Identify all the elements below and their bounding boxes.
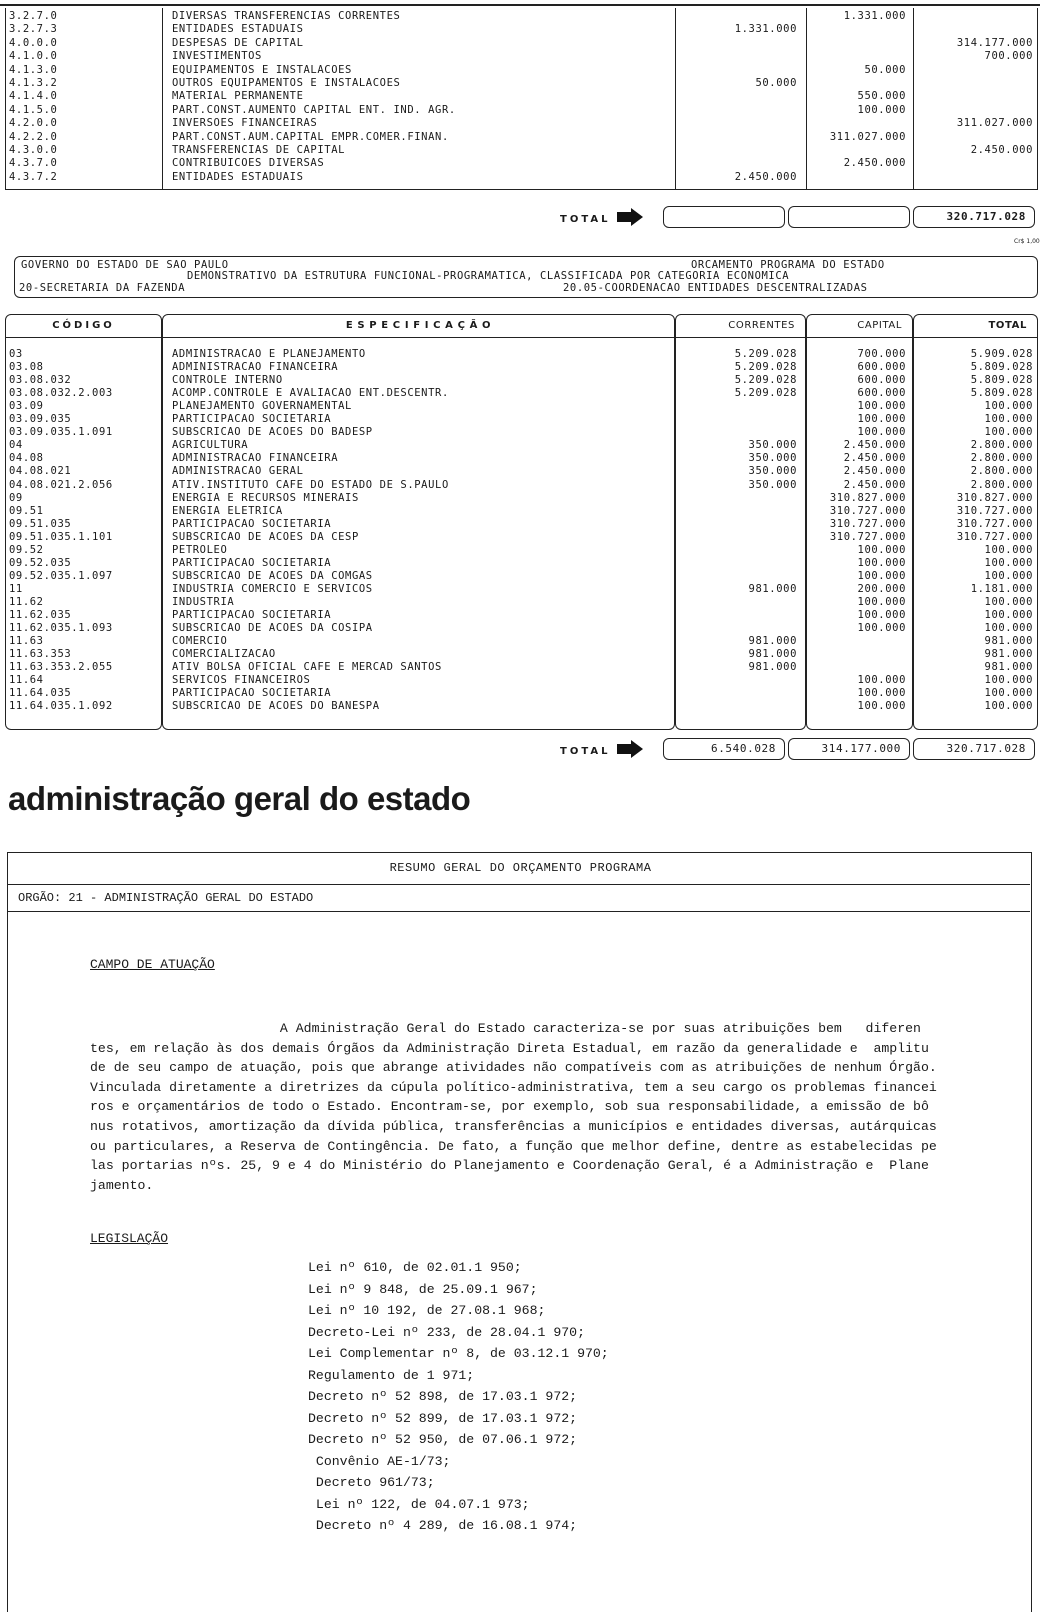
row-code: 03.09.035.1.091 bbox=[9, 426, 113, 439]
row-capital: 100.000 bbox=[857, 609, 906, 621]
divider bbox=[8, 911, 1030, 912]
row-specification: ENTIDADES ESTADUAIS bbox=[172, 23, 304, 36]
row-capital: 100.000 bbox=[857, 413, 906, 426]
program-title: ORCAMENTO PROGRAMA DO ESTADO bbox=[691, 259, 885, 271]
table-row bbox=[0, 492, 1040, 505]
row-total: 100.000 bbox=[984, 622, 1033, 635]
row-code: 04.08.021.2.056 bbox=[9, 478, 113, 491]
row-code: 4.2.0.0 bbox=[9, 117, 58, 130]
row-total: 2.800.000 bbox=[970, 452, 1033, 465]
row-code: 4.1.3.0 bbox=[9, 63, 58, 76]
row-code: 4.3.7.0 bbox=[9, 157, 58, 170]
legislation-list bbox=[308, 1257, 609, 1537]
row-capital: 310.827.000 bbox=[829, 491, 906, 504]
row-capital: 100.000 bbox=[857, 426, 906, 439]
table-row bbox=[0, 10, 1040, 23]
row-specification: PARTICIPACAO SOCIETARIA bbox=[172, 517, 332, 530]
grand-total-total: 320.717.028 bbox=[913, 738, 1035, 760]
row-value: 1.331.000 bbox=[734, 23, 797, 36]
row-value: 100.000 bbox=[857, 103, 906, 116]
row-specification: SUBSCRICAO DE ACOES DA COSIPA bbox=[172, 622, 373, 635]
table-row bbox=[0, 674, 1040, 687]
row-correntes: 981.000 bbox=[748, 635, 797, 648]
row-code: 04.08.021 bbox=[9, 465, 72, 478]
column-header-total: TOTAL bbox=[913, 314, 1038, 338]
row-correntes: 5.209.028 bbox=[734, 361, 797, 374]
grand-total-correntes: 6.540.028 bbox=[663, 738, 785, 760]
row-total: 100.000 bbox=[984, 569, 1033, 582]
table-row bbox=[0, 171, 1040, 184]
table-row bbox=[0, 400, 1040, 413]
row-capital: 100.000 bbox=[857, 400, 906, 413]
row-code: 4.1.0.0 bbox=[9, 50, 58, 63]
row-code: 11.62.035.1.093 bbox=[9, 622, 113, 635]
paragraph-line: A Administração Geral do Estado caracteriza-se por suas atribuições bem diferen bbox=[90, 1021, 921, 1036]
row-code: 04.08 bbox=[9, 452, 44, 465]
row-correntes: 350.000 bbox=[748, 465, 797, 478]
row-specification: INDUSTRIA bbox=[172, 595, 235, 608]
row-code: 11.62.035 bbox=[9, 609, 72, 621]
row-specification: CONTROLE INTERNO bbox=[172, 374, 283, 387]
legislation-item: Lei Complementar nº 8, de 03.12.1 970; bbox=[308, 1346, 609, 1361]
row-capital: 100.000 bbox=[857, 687, 906, 700]
row-capital: 100.000 bbox=[857, 674, 906, 687]
row-capital: 310.727.000 bbox=[829, 504, 906, 517]
row-specification: ENERGIA E RECURSOS MINERAIS bbox=[172, 491, 359, 504]
row-specification: SUBSCRICAO DE ACOES DO BANESPA bbox=[172, 700, 380, 713]
row-specification: COMERCIO bbox=[172, 635, 228, 648]
table-row bbox=[0, 531, 1040, 544]
table-row bbox=[0, 609, 1040, 622]
table-row bbox=[0, 583, 1040, 596]
row-correntes: 350.000 bbox=[748, 478, 797, 491]
row-specification: OUTROS EQUIPAMENTOS E INSTALACOES bbox=[172, 77, 401, 89]
row-specification: ATIV.INSTITUTO CAFE DO ESTADO DE S.PAULO bbox=[172, 478, 449, 491]
row-capital: 600.000 bbox=[857, 361, 906, 374]
campo-heading: CAMPO DE ATUAÇÃO bbox=[90, 957, 215, 972]
legislation-item: Lei nº 9 848, de 25.09.1 967; bbox=[308, 1281, 538, 1297]
row-specification: INVERSOES FINANCEIRAS bbox=[172, 117, 318, 130]
row-specification: PARTICIPACAO SOCIETARIA bbox=[172, 687, 332, 700]
government-label: GOVERNO DO ESTADO DE SAO PAULO bbox=[21, 259, 229, 271]
arrow-right-icon bbox=[617, 208, 643, 226]
row-code: 11.63.353.2.055 bbox=[9, 661, 113, 674]
report-subtitle: DEMONSTRATIVO DA ESTRUTURA FUNCIONAL-PROGRAMATICA, CLASSIFICADA POR CATEGORIA ECONOMICA bbox=[187, 270, 790, 282]
table-row bbox=[0, 452, 1040, 465]
row-capital: 600.000 bbox=[857, 374, 906, 387]
paragraph-line: Vinculada diretamente a diretrizes da cúpula político-administrativa, tem a seu cargo os problemas financei bbox=[90, 1079, 937, 1095]
row-code: 04 bbox=[9, 439, 23, 452]
legislation-item: Decreto nº 52 950, de 07.06.1 972; bbox=[308, 1432, 578, 1447]
summary-title: RESUMO GERAL DO ORÇAMENTO PROGRAMA bbox=[389, 861, 652, 875]
table-row bbox=[0, 426, 1040, 439]
row-code: 09.52.035 bbox=[9, 556, 72, 569]
paragraph-line: jamento. bbox=[90, 1177, 154, 1193]
currency-unit: Cr$ 1,00 bbox=[1014, 238, 1040, 245]
legislation-item: Decreto nº 52 899, de 17.03.1 972; bbox=[308, 1410, 578, 1426]
row-capital: 600.000 bbox=[857, 387, 906, 400]
functional-programmatic-table bbox=[0, 314, 1040, 724]
row-correntes: 350.000 bbox=[748, 452, 797, 465]
row-total: 100.000 bbox=[984, 700, 1033, 713]
row-total: 310.727.000 bbox=[956, 530, 1033, 543]
row-specification: PLANEJAMENTO GOVERNAMENTAL bbox=[172, 400, 352, 413]
department-label: 20-SECRETARIA DA FAZENDA bbox=[19, 282, 186, 294]
row-total: 5.809.028 bbox=[970, 374, 1033, 387]
table-row bbox=[0, 23, 1040, 36]
legislation-item: Decreto nº 52 898, de 17.03.1 972; bbox=[308, 1389, 578, 1404]
legislation-item: Decreto-Lei nº 233, de 28.04.1 970; bbox=[308, 1324, 585, 1340]
table-row bbox=[0, 50, 1040, 63]
row-specification: SUBSCRICAO DE ACOES DA CESP bbox=[172, 530, 359, 543]
row-code: 4.1.3.2 bbox=[9, 77, 58, 89]
row-total: 310.727.000 bbox=[956, 504, 1033, 517]
row-value: 50.000 bbox=[755, 77, 797, 89]
divider bbox=[8, 884, 1030, 885]
row-specification: ADMINISTRACAO FINANCEIRA bbox=[172, 361, 339, 374]
row-code: 11.64.035.1.092 bbox=[9, 700, 113, 713]
row-code: 03.08.032 bbox=[9, 374, 72, 387]
row-code: 11 bbox=[9, 582, 23, 595]
row-total: 100.000 bbox=[984, 595, 1033, 608]
row-code: 3.2.7.3 bbox=[9, 23, 58, 36]
legislation-item: Decreto nº 4 289, de 16.08.1 974; bbox=[308, 1518, 578, 1533]
paragraph-line: ou particulares, a Reserva de Contingência. De fato, a função que melhor define, dentre as estabelecidas pe bbox=[90, 1138, 937, 1154]
row-total: 1.181.000 bbox=[970, 582, 1033, 595]
table-row bbox=[0, 439, 1040, 452]
table-row bbox=[0, 387, 1040, 400]
column-header-codigo: CÓDIGO bbox=[5, 314, 162, 338]
continuation-table bbox=[0, 0, 1040, 190]
row-specification: SUBSCRICAO DE ACOES DA COMGAS bbox=[172, 569, 373, 582]
row-specification: PARTICIPACAO SOCIETARIA bbox=[172, 609, 332, 621]
row-specification: MATERIAL PERMANENTE bbox=[172, 90, 304, 103]
row-capital: 2.450.000 bbox=[843, 452, 906, 465]
table-top-rule bbox=[0, 4, 1040, 6]
paragraph-line: ros e orçamentários de todo o Estado. Encontram-se, por exemplo, sob sua responsabilidade, a emissão de bô bbox=[90, 1099, 929, 1115]
row-code: 3.2.7.0 bbox=[9, 10, 58, 22]
row-specification: PETROLEO bbox=[172, 543, 228, 556]
paragraph-line: de de seu campo de atuação, pois que abrange atividades não compatíveis com as atribuições de nenhum Órgão. bbox=[90, 1060, 937, 1076]
row-total: 100.000 bbox=[984, 687, 1033, 700]
row-total: 981.000 bbox=[984, 648, 1033, 661]
row-total: 5.809.028 bbox=[970, 387, 1033, 400]
row-specification: EQUIPAMENTOS E INSTALACOES bbox=[172, 63, 352, 76]
row-value: 2.450.000 bbox=[843, 157, 906, 170]
table-row bbox=[0, 77, 1040, 90]
row-code: 09 bbox=[9, 491, 23, 504]
table-row bbox=[0, 37, 1040, 50]
row-capital: 2.450.000 bbox=[843, 465, 906, 478]
table-bottom-rule bbox=[5, 189, 1038, 190]
table-row bbox=[0, 648, 1040, 661]
table-row bbox=[0, 661, 1040, 674]
row-specification: INVESTIMENTOS bbox=[172, 50, 262, 63]
campo-paragraph bbox=[90, 1019, 1030, 1195]
table-row bbox=[0, 596, 1040, 609]
table-row bbox=[0, 144, 1040, 157]
grand-total-label: TOTAL bbox=[560, 746, 611, 757]
row-total: 5.909.028 bbox=[970, 348, 1033, 360]
row-code: 09.51.035.1.101 bbox=[9, 530, 113, 543]
row-total: 2.800.000 bbox=[970, 478, 1033, 491]
row-total: 2.800.000 bbox=[970, 465, 1033, 478]
row-code: 03.09 bbox=[9, 400, 44, 413]
row-code: 09.52 bbox=[9, 543, 44, 556]
row-specification: DESPESAS DE CAPITAL bbox=[172, 36, 304, 49]
row-total: 100.000 bbox=[984, 426, 1033, 439]
legislation-item: Lei nº 610, de 02.01.1 950; bbox=[308, 1260, 522, 1275]
table-row bbox=[0, 465, 1040, 478]
row-specification: PART.CONST.AUM.CAPITAL EMPR.COMER.FINAN. bbox=[172, 130, 449, 143]
row-capital: 310.727.000 bbox=[829, 517, 906, 530]
row-code: 11.62 bbox=[9, 595, 44, 608]
row-total: 5.809.028 bbox=[970, 361, 1033, 374]
column-header-correntes: CORRENTES bbox=[675, 314, 806, 338]
legislation-item: Regulamento de 1 971; bbox=[308, 1367, 475, 1383]
arrow-right-icon bbox=[617, 740, 643, 758]
row-specification: PARTICIPACAO SOCIETARIA bbox=[172, 413, 332, 426]
row-code: 11.63.353 bbox=[9, 648, 72, 661]
row-code: 4.3.7.2 bbox=[9, 170, 58, 183]
row-capital: 700.000 bbox=[857, 348, 906, 360]
section-title: administração geral do estado bbox=[8, 780, 471, 817]
row-code: 4.3.0.0 bbox=[9, 144, 58, 156]
row-specification: SERVICOS FINANCEIROS bbox=[172, 674, 311, 687]
table-row bbox=[0, 544, 1040, 557]
row-code: 4.2.2.0 bbox=[9, 130, 58, 143]
row-code: 09.51.035 bbox=[9, 517, 72, 530]
grand-total-capital: 314.177.000 bbox=[788, 738, 910, 760]
column-header-especificacao: E S P E C I F I C A Ç Ã O bbox=[162, 314, 675, 338]
row-total: 2.800.000 bbox=[970, 439, 1033, 452]
row-specification: ACOMP.CONTROLE E AVALIACAO ENT.DESCENTR. bbox=[172, 387, 449, 400]
row-value: 550.000 bbox=[857, 90, 906, 103]
table-row bbox=[0, 622, 1040, 635]
row-correntes: 5.209.028 bbox=[734, 348, 797, 360]
row-value: 2.450.000 bbox=[970, 144, 1033, 156]
row-capital: 200.000 bbox=[857, 582, 906, 595]
row-total: 100.000 bbox=[984, 413, 1033, 426]
row-total: 981.000 bbox=[984, 661, 1033, 674]
total-total-box: 320.717.028 bbox=[913, 206, 1035, 228]
table-row bbox=[0, 348, 1040, 361]
row-capital: 100.000 bbox=[857, 556, 906, 569]
row-specification: INDUSTRIA COMERCIO E SERVICOS bbox=[172, 582, 373, 595]
row-capital: 100.000 bbox=[857, 700, 906, 713]
legislation-item: Decreto 961/73; bbox=[308, 1475, 435, 1490]
row-specification: ADMINISTRACAO FINANCEIRA bbox=[172, 452, 339, 465]
row-value: 314.177.000 bbox=[956, 36, 1033, 49]
row-total: 100.000 bbox=[984, 400, 1033, 413]
row-specification: ADMINISTRACAO GERAL bbox=[172, 465, 304, 478]
table-row bbox=[0, 700, 1040, 713]
row-code: 03.08.032.2.003 bbox=[9, 387, 113, 400]
row-correntes: 5.209.028 bbox=[734, 374, 797, 387]
table-row bbox=[0, 479, 1040, 492]
total-label: TOTAL bbox=[560, 214, 611, 225]
table-row bbox=[0, 90, 1040, 103]
row-specification: PARTICIPACAO SOCIETARIA bbox=[172, 556, 332, 569]
row-total: 100.000 bbox=[984, 543, 1033, 556]
row-capital: 100.000 bbox=[857, 595, 906, 608]
row-value: 1.331.000 bbox=[843, 10, 906, 22]
row-capital: 2.450.000 bbox=[843, 439, 906, 452]
row-code: 03.09.035 bbox=[9, 413, 72, 426]
legislation-item: Lei nº 10 192, de 27.08.1 968; bbox=[308, 1303, 546, 1318]
legislation-item: Convênio AE-1/73; bbox=[308, 1453, 451, 1469]
row-code: 4.1.4.0 bbox=[9, 90, 58, 103]
row-specification: PART.CONST.AUMENTO CAPITAL ENT. IND. AGR. bbox=[172, 103, 456, 116]
row-specification: ENTIDADES ESTADUAIS bbox=[172, 170, 304, 183]
row-correntes: 350.000 bbox=[748, 439, 797, 452]
row-total: 100.000 bbox=[984, 556, 1033, 569]
table-row bbox=[0, 361, 1040, 374]
table-row bbox=[0, 687, 1040, 700]
row-code: 4.0.0.0 bbox=[9, 36, 58, 49]
table-row bbox=[0, 64, 1040, 77]
paragraph-line: nus rotativos, amortização da dívida pública, transferências a municípios e entidades diversas, autárquicas bbox=[90, 1118, 937, 1134]
row-correntes: 5.209.028 bbox=[734, 387, 797, 400]
row-value: 50.000 bbox=[864, 63, 906, 76]
row-capital: 100.000 bbox=[857, 569, 906, 582]
table-row bbox=[0, 131, 1040, 144]
row-specification: COMERCIALIZACAO bbox=[172, 648, 276, 661]
row-specification: ADMINISTRACAO E PLANEJAMENTO bbox=[172, 348, 366, 360]
legislacao-heading: LEGISLAÇÃO bbox=[90, 1231, 169, 1246]
table-row bbox=[0, 374, 1040, 387]
table-row bbox=[0, 413, 1040, 426]
table-row bbox=[0, 157, 1040, 170]
column-header-capital: CAPITAL bbox=[806, 314, 913, 338]
table-row bbox=[0, 104, 1040, 117]
table-row bbox=[0, 635, 1040, 648]
row-specification: DIVERSAS TRANSFERENCIAS CORRENTES bbox=[172, 10, 401, 22]
report-header bbox=[14, 256, 1038, 298]
row-code: 03 bbox=[9, 348, 23, 360]
row-specification: ATIV BOLSA OFICIAL CAFE E MERCAD SANTOS bbox=[172, 661, 442, 674]
row-code: 11.63 bbox=[9, 635, 44, 648]
row-specification: CONTRIBUICOES DIVERSAS bbox=[172, 157, 325, 170]
row-specification: ENERGIA ELETRICA bbox=[172, 504, 283, 517]
row-total: 310.727.000 bbox=[956, 517, 1033, 530]
legislation-item: Lei nº 122, de 04.07.1 973; bbox=[308, 1496, 530, 1512]
row-correntes: 981.000 bbox=[748, 582, 797, 595]
row-specification: AGRICULTURA bbox=[172, 439, 249, 452]
row-code: 09.52.035.1.097 bbox=[9, 569, 113, 582]
row-code: 03.08 bbox=[9, 361, 44, 374]
row-capital: 100.000 bbox=[857, 622, 906, 635]
row-value: 311.027.000 bbox=[956, 117, 1033, 130]
table-row bbox=[0, 570, 1040, 583]
row-total: 100.000 bbox=[984, 609, 1033, 621]
row-specification: TRANSFERENCIAS DE CAPITAL bbox=[172, 144, 346, 156]
row-code: 11.64.035 bbox=[9, 687, 72, 700]
row-code: 11.64 bbox=[9, 674, 44, 687]
table-row bbox=[0, 557, 1040, 570]
row-correntes: 981.000 bbox=[748, 648, 797, 661]
total-capital-box bbox=[788, 206, 910, 228]
row-capital: 310.727.000 bbox=[829, 530, 906, 543]
row-code: 4.1.5.0 bbox=[9, 103, 58, 116]
row-value: 2.450.000 bbox=[734, 170, 797, 183]
row-value: 311.027.000 bbox=[829, 130, 906, 143]
row-capital: 100.000 bbox=[857, 543, 906, 556]
paragraph-line: tes, em relação às dos demais Órgãos da Administração Direta Estadual, em razão da generalidade e amplitu bbox=[90, 1040, 929, 1056]
orgao-label: ORGÃO: 21 - ADMINISTRAÇÃO GERAL DO ESTADO bbox=[18, 891, 314, 905]
row-capital: 2.450.000 bbox=[843, 478, 906, 491]
table-row bbox=[0, 518, 1040, 531]
table-row bbox=[0, 505, 1040, 518]
table-row bbox=[0, 117, 1040, 130]
budget-summary bbox=[7, 852, 1032, 1612]
row-total: 981.000 bbox=[984, 635, 1033, 648]
row-specification: SUBSCRICAO DE ACOES DO BADESP bbox=[172, 426, 373, 439]
row-total: 310.827.000 bbox=[956, 491, 1033, 504]
row-correntes: 981.000 bbox=[748, 661, 797, 674]
row-code: 09.51 bbox=[9, 504, 44, 517]
row-value: 700.000 bbox=[984, 50, 1033, 63]
paragraph-line: las portarias nºs. 25, 9 e 4 do Ministério do Planejamento e Coordenação Geral, é a Administração e Plane bbox=[90, 1158, 929, 1174]
row-total: 100.000 bbox=[984, 674, 1033, 687]
total-correntes-box bbox=[663, 206, 785, 228]
unit-label: 20.05-COORDENACAO ENTIDADES DESCENTRALIZADAS bbox=[563, 282, 868, 294]
